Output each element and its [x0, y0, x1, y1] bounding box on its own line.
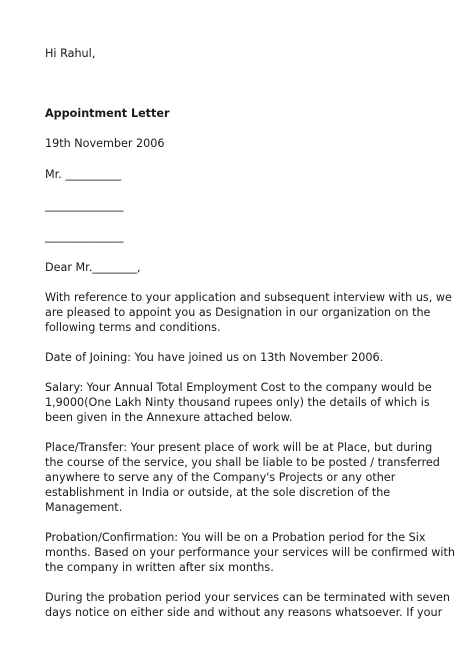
spacer — [45, 275, 445, 290]
salutation: Dear Mr.________, — [45, 261, 141, 274]
spacer — [45, 425, 445, 440]
paragraph-salary — [45, 380, 445, 425]
spacer — [45, 61, 445, 106]
paragraph-place-transfer — [45, 440, 445, 515]
paragraph-line: following terms and conditions. — [45, 321, 221, 334]
paragraph-line: the company in written after six months. — [45, 561, 274, 574]
spacer — [45, 244, 445, 260]
paragraph-line: are pleased to appoint you as Designation in our organization on the — [45, 306, 431, 319]
paragraph-line: Place/Transfer: Your present place of work will be at Place, but during — [45, 441, 433, 454]
recipient-line-3: ______________ — [45, 230, 124, 243]
paragraph-line: During the probation period your services can be terminated with seven — [45, 591, 451, 604]
paragraph-line: With reference to your application and subsequent interview with us, we — [45, 291, 452, 304]
letter-date: 19th November 2006 — [45, 137, 165, 150]
paragraph-line: been given in the Annexure attached below. — [45, 411, 293, 424]
spacer — [45, 365, 445, 380]
paragraph-intro — [45, 290, 452, 335]
greeting: Hi Rahul, — [45, 47, 96, 60]
paragraph-line: 1,9000(One Lakh Ninty thousand rupees only) the details of which is — [45, 396, 430, 409]
paragraph-line: anywhere to serve any of the Company's Projects or any other — [45, 471, 396, 484]
paragraph-line: months. Based on your performance your services will be confirmed with — [45, 546, 456, 559]
letter-title: Appointment Letter — [45, 107, 170, 120]
paragraph-line: Date of Joining: You have joined us on 13th November 2006. — [45, 351, 384, 364]
paragraph-joining — [45, 350, 445, 365]
paragraph-termination — [45, 590, 451, 620]
paragraph-line: days notice on either side and without any reasons whatsoever. If your — [45, 606, 443, 619]
recipient-line-2: ______________ — [45, 199, 124, 212]
recipient-line-1: Mr. __________ — [45, 168, 122, 181]
spacer — [45, 182, 445, 198]
paragraph-line: Management. — [45, 501, 123, 514]
paragraph-line: Salary: Your Annual Total Employment Cost to the company would be — [45, 381, 432, 394]
spacer — [45, 151, 445, 167]
spacer — [45, 121, 445, 136]
paragraph-probation — [45, 530, 456, 575]
spacer — [45, 515, 445, 530]
paragraph-line: establishment in India or outside, at the sole discretion of the — [45, 486, 391, 499]
paragraph-line: the course of the service, you shall be liable to be posted / transferred — [45, 456, 440, 469]
letter-body — [45, 46, 456, 620]
paragraph-line: Probation/Confirmation: You will be on a Probation period for the Six — [45, 531, 426, 544]
spacer — [45, 575, 445, 590]
spacer — [45, 213, 445, 229]
spacer — [45, 335, 445, 350]
